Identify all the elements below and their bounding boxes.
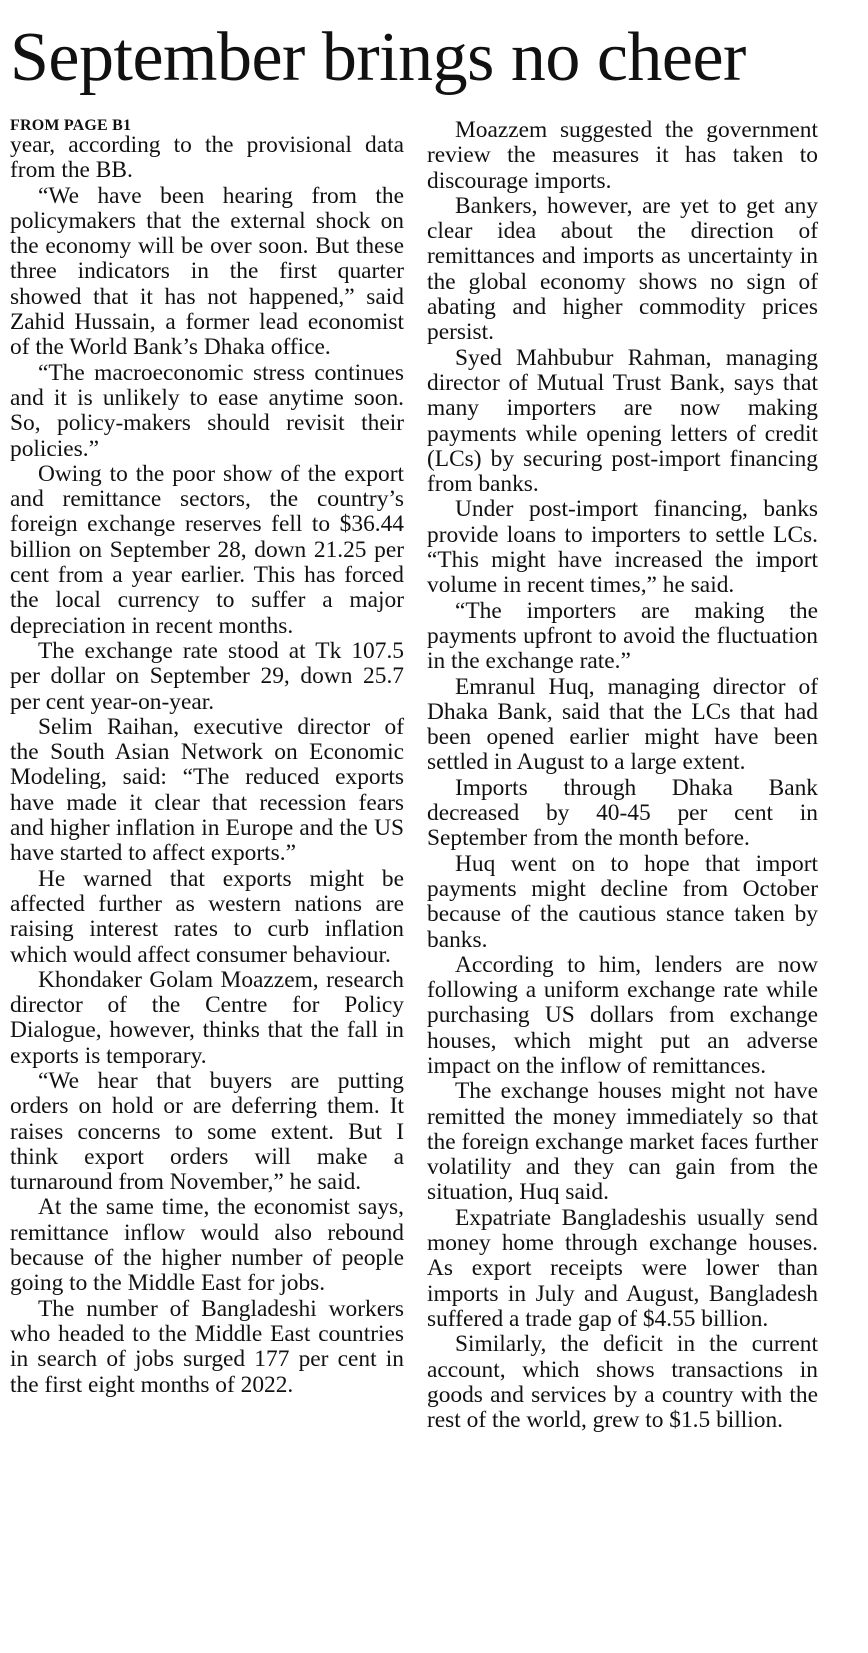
paragraph: “The importers are making the payments upfront to avoid the fluctuation in the exchange rate.” [427,597,818,675]
paragraph: “We have been hearing from the policymakers that the external shock on the economy will be over soon. But these three indicators in the first quarter showed that it has not happened,” said Zahid Hussain, a former lead economist of the World Bank’s Dhaka office. [10,182,404,361]
paragraph: Moazzem suggested the government review the measures it has taken to discourage imports. [427,117,818,194]
paragraph: The exchange houses might not have remitted the money immediately so that the foreign exchange market faces further volatility and they can gain from the situation, Huq said. [427,1078,818,1206]
paragraph: “We hear that buyers are putting orders on hold or are deferring them. It raises concerns to some extent. But I think export orders will make a turnaround from November,” he said. [10,1067,404,1196]
paragraph: He warned that exports might be affected further as western nations are raising interest rates to curb inflation which would affect consumer behaviour. [10,865,404,968]
paragraph: Under post-import financing, banks provide loans to importers to settle LCs. “This might have increased the import volume in recent times,” he said. [427,496,818,599]
headline: September brings no cheer [10,19,746,96]
paragraph: Emranul Huq, managing director of Dhaka Bank, said that the LCs that had been opened earlier might have been settled in August to a large extent. [427,673,818,776]
paragraph: Huq went on to hope that import payments might decline from October because of the cautious stance taken by banks. [427,850,818,953]
paragraph: Syed Mahbubur Rahman, managing director of Mutual Trust Bank, says that many importers are now making payments while opening letters of credit (LCs) by securing post-import financing from banks. [427,344,818,498]
paragraph: Selim Raihan, executive director of the South Asian Network on Economic Modeling, said: “The reduced exports have made it clear that recession fears and higher inflation in Europe and the US have started to affect exports.” [10,713,404,867]
paragraph: Expatriate Bangladeshis usually send money home through exchange houses. As export receipts were lower than imports in July and August, Bangladesh suffered a trade gap of $4.55 billion. [427,1204,818,1332]
paragraph: Khondaker Golam Moazzem, research director of the Centre for Policy Dialogue, however, thinks that the fall in exports is temporary. [10,966,404,1069]
article-column-right [427,118,818,1433]
paragraph: year, according to the provisional data from the BB. [10,132,404,184]
paragraph: The exchange rate stood at Tk 107.5 per dollar on September 29, down 25.7 per cent year-on-year. [10,637,404,715]
paragraph: Similarly, the deficit in the current account, which shows transactions in goods and services by a country with the rest of the world, grew to $1.5 billion. [427,1331,818,1434]
article-column-left [10,118,404,1398]
paragraph: Imports through Dhaka Bank decreased by 40-45 per cent in September from the month before. [427,774,818,852]
paragraph: Owing to the poor show of the export and remittance sectors, the country’s foreign exchange reserves fell to $36.44 billion on September 28, down 21.25 per cent from a year earlier. This has forced the local currency to suffer a major depreciation in recent months. [10,460,404,639]
paragraph: The number of Bangladeshi workers who headed to the Middle East countries in search of jobs surged 177 per cent in the first eight months of 2022. [10,1295,404,1398]
paragraph: According to him, lenders are now following a uniform exchange rate while purchasing US dollars from exchange houses, which might put an adverse impact on the inflow of remittances. [427,951,818,1079]
paragraph: Bankers, however, are yet to get any clear idea about the direction of remittances and imports as uncertainty in the global economy shows no sign of abating and higher commodity prices persist. [427,192,818,346]
paragraph: At the same time, the economist says, remittance inflow would also rebound because of the higher number of people going to the Middle East for jobs. [10,1194,404,1297]
continuation-kicker: FROM PAGE B1 [10,117,132,134]
paragraph: “The macroeconomic stress continues and it is unlikely to ease anytime soon. So, policy-makers should revisit their policies.” [10,359,404,462]
